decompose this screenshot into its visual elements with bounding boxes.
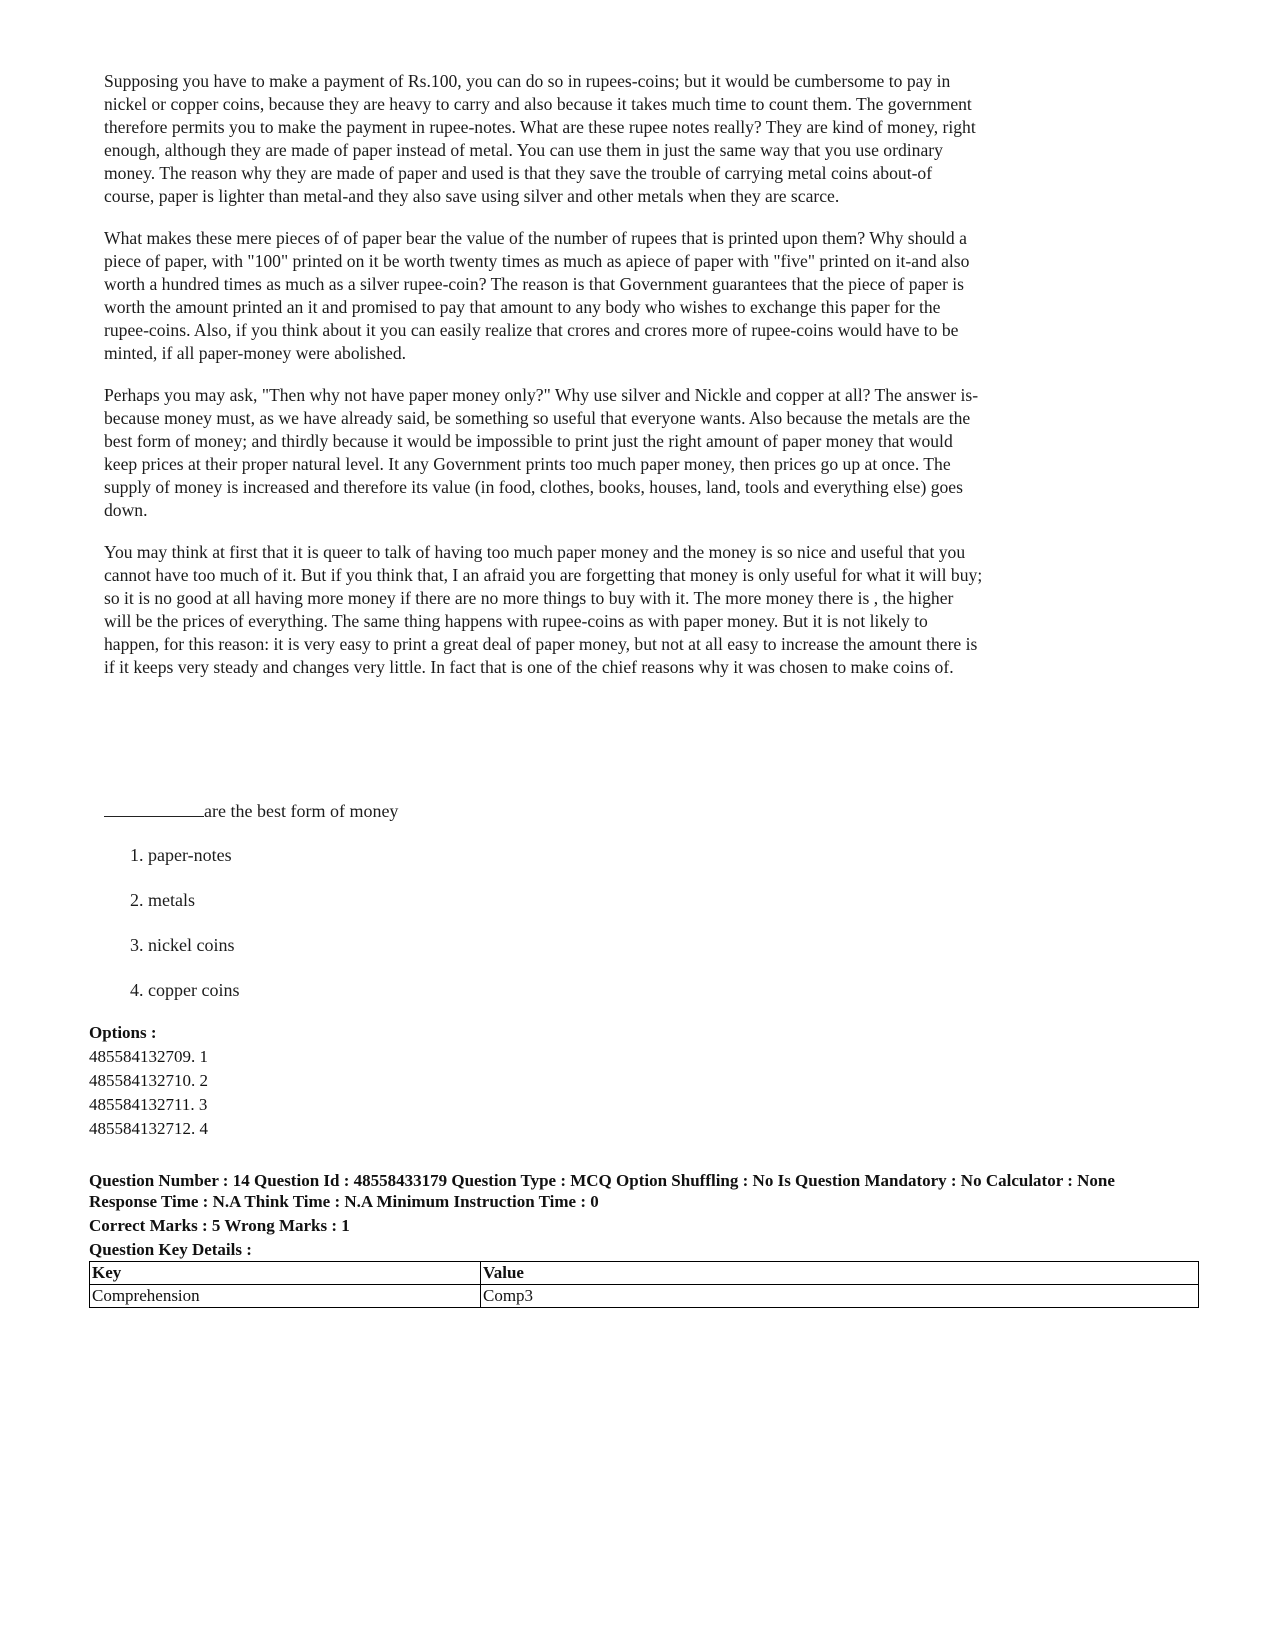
options-section — [89, 1021, 208, 1141]
passage-paragraph: Supposing you have to make a payment of Rs.100, you can do so in rupees-coins; but it would be cumbersome to pay in nickel or copper coins, because they are heavy to carry and also because it takes much time to count them. The government therefore permits you to make the payment in rupee-notes. What are these rupee notes really? They are kind of money, right enough, although they are made of paper instead of metal. You can use them in just the same way that you use ordinary money. The reason why they are made of paper and used is that they save the trouble of carrying metal coins about-of course, paper is lighter than metal-and they also save using silver and other metals when they are scarce. — [104, 71, 976, 206]
option-id-item: 485584132712. 4 — [89, 1119, 208, 1138]
table-cell-key: Comprehension — [90, 1285, 481, 1308]
question-key-table — [89, 1261, 1199, 1308]
question-info-line: Question Number : 14 Question Id : 48558433179 Question Type : MCQ Option Shuffling : No Is Question Mandatory : No Calculator : None — [89, 1171, 1115, 1190]
table-header-value: Value — [481, 1262, 1199, 1285]
key-details-title: Question Key Details : — [89, 1240, 252, 1259]
table-header-key: Key — [90, 1262, 481, 1285]
passage-paragraph: Perhaps you may ask, "Then why not have paper money only?" Why use silver and Nickle and copper at all? The answer is-because money must, as we have already said, be something so useful that everyone wants. Also because the metals are the best form of money; and thirdly because it would be impossible to print just the right amount of paper money that would keep prices at their proper natural level. It any Government prints too much paper money, then prices go up at once. The supply of money is increased and therefore its value (in food, clothes, books, houses, land, tools and everything else) goes down. — [104, 385, 979, 520]
table-cell-value: Comp3 — [481, 1285, 1199, 1308]
passage-paragraph: What makes these mere pieces of of paper bear the value of the number of rupees that is printed upon them? Why should a piece of paper, with "100" printed on it be worth twenty times as much as apiece of paper with "five" printed on it-and also worth a hundred times as much as a silver rupee-coin? The reason is that Government guarantees that the piece of paper is worth the amount printed an it and promised to pay that amount to any body who wishes to exchange this paper for the rupee-coins. Also, if you think about it you can easily realize that crores and crores more of rupee-coins would have to be minted, if all paper-money were abolished. — [104, 228, 970, 363]
question-metadata — [89, 1170, 1199, 1260]
comprehension-passage — [104, 70, 984, 698]
table-row — [90, 1285, 1199, 1308]
answer-choice-list — [130, 845, 239, 1025]
option-id-item: 485584132709. 1 — [89, 1047, 208, 1066]
timing-info-line: Response Time : N.A Think Time : N.A Minimum Instruction Time : 0 — [89, 1192, 599, 1211]
options-title: Options : — [89, 1023, 157, 1042]
option-id-item: 485584132710. 2 — [89, 1071, 208, 1090]
answer-choice: 4. copper coins — [130, 980, 240, 1000]
table-header-row — [90, 1262, 1199, 1285]
answer-choice: 1. paper-notes — [130, 845, 232, 865]
fill-in-blank — [104, 800, 204, 817]
question-stem — [104, 800, 398, 822]
answer-choice: 3. nickel coins — [130, 935, 235, 955]
answer-choice: 2. metals — [130, 890, 195, 910]
question-stem-text: are the best form of money — [204, 801, 399, 821]
passage-paragraph: You may think at first that it is queer to talk of having too much paper money and the money is so nice and useful that you cannot have too much of it. But if you think that, I an afraid you are forgetting that money is only useful for what it will buy; so it is no good at all having more money if there are no more things to buy with it. The more money there is , the higher will be the prices of everything. The same thing happens with rupee-coins as with paper money. But it is not likely to happen, for this reason: it is very easy to print a great deal of paper money, but not at all easy to increase the amount there is if it keeps very steady and changes very little. In fact that is one of the chief reasons why it was chosen to make coins of. — [104, 542, 983, 677]
option-id-item: 485584132711. 3 — [89, 1095, 208, 1114]
marks-line: Correct Marks : 5 Wrong Marks : 1 — [89, 1216, 350, 1235]
